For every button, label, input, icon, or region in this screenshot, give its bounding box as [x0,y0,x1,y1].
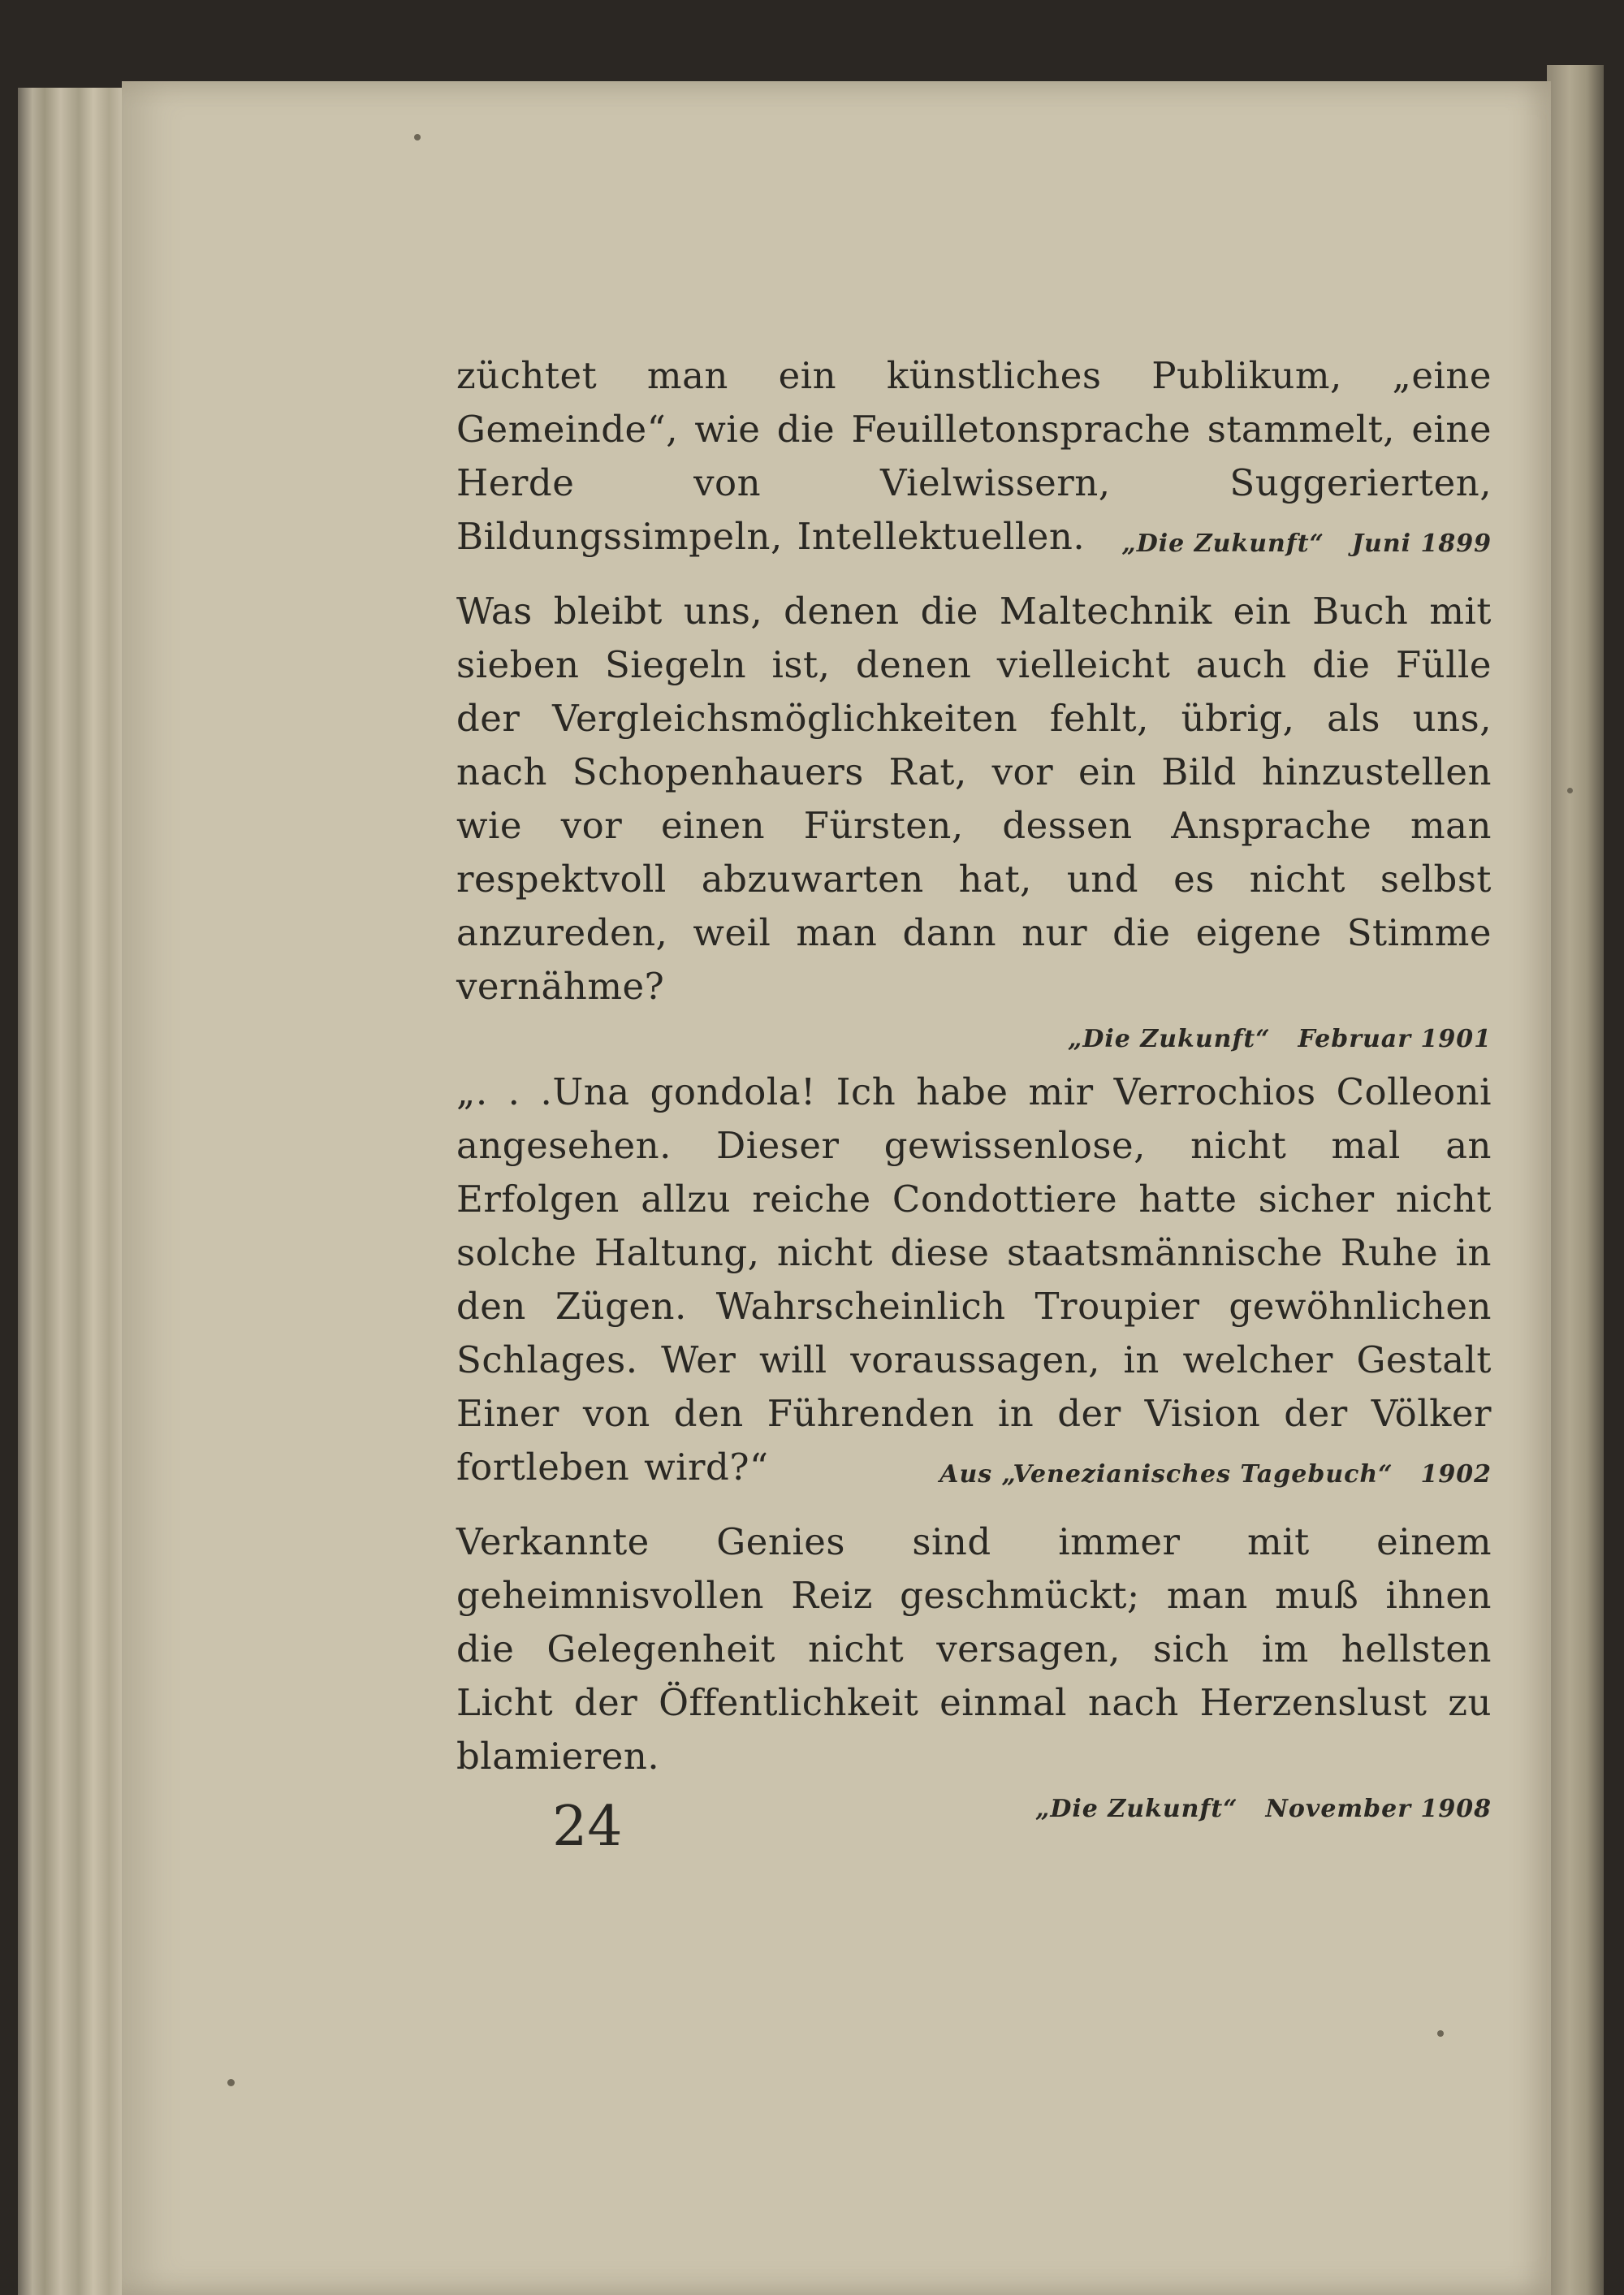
quote-4-text: Verkannte Genies sind immer mit einem geheimnisvollen Reiz geschmückt; man muß ihnen die Gelegenheit nicht versagen, sich im hellsten Licht der Öffentlichkeit einmal nach Herzenslust zu blamieren. [456,1520,1492,1778]
paper-speck [227,2079,235,2086]
quote-1-text: züchtet man ein künstliches Publikum, „eine Gemeinde“, wie die Feuilletonsprache stammelt, eine Herde von Vielwissern, Suggerierten, Bildungssimpeln, Intellektuellen. [456,354,1492,558]
quote-2-source [456,1023,1492,1056]
quote-2-date: Februar 1901 [1298,1025,1492,1053]
quote-4-publication: „Die Zukunft“ [1035,1795,1238,1823]
quote-1-source [1122,528,1492,560]
page-number: 24 [552,1795,623,1859]
quote-2 [456,585,1492,1056]
quote-3-publication: Aus „Venezianisches Tagebuch“ [939,1460,1393,1489]
paper-speck [1437,2030,1444,2037]
quote-3 [456,1065,1492,1494]
quote-1-publication: „Die Zukunft“ [1121,529,1324,558]
text-block [456,349,1492,1826]
quote-3-date: 1902 [1420,1460,1492,1489]
paper-speck [1567,788,1573,793]
paper-speck [414,134,421,140]
quote-2-publication: „Die Zukunft“ [1068,1025,1271,1053]
quote-4-date: November 1908 [1265,1795,1492,1823]
quote-3-source [939,1459,1492,1491]
quote-3-text: „. . .Una gondola! Ich habe mir Verrochios Colleoni angesehen. Dieser gewissenlose, nicht mal an Erfolgen allzu reiche Condottiere hatte sicher nicht solche Haltung, nicht diese staatsmännische Ruhe in den Zügen. Wahrscheinlich Troupier gewöhnlichen Schlages. Wer will voraussagen, in welcher Gestalt Einer von den Führenden in der Vision der Völker fortleben wird?“ [456,1070,1492,1489]
quote-2-text: Was bleibt uns, denen die Maltechnik ein Buch mit sieben Siegeln ist, denen vielleicht auch die Fülle der Vergleichsmöglichkeiten fehlt, übrig, als uns, nach Schopenhauers Rat, vor ein Bild hinzustellen wie vor einen Fürsten, dessen Ansprache man respektvoll abzuwarten hat, und es nicht selbst anzureden, weil man dann nur die eigene Stimme vernähme? [456,590,1492,1008]
quote-1 [456,349,1492,564]
right-page-edge [1547,65,1604,2295]
quote-4 [456,1515,1492,1826]
quote-1-date: Juni 1899 [1351,529,1492,558]
